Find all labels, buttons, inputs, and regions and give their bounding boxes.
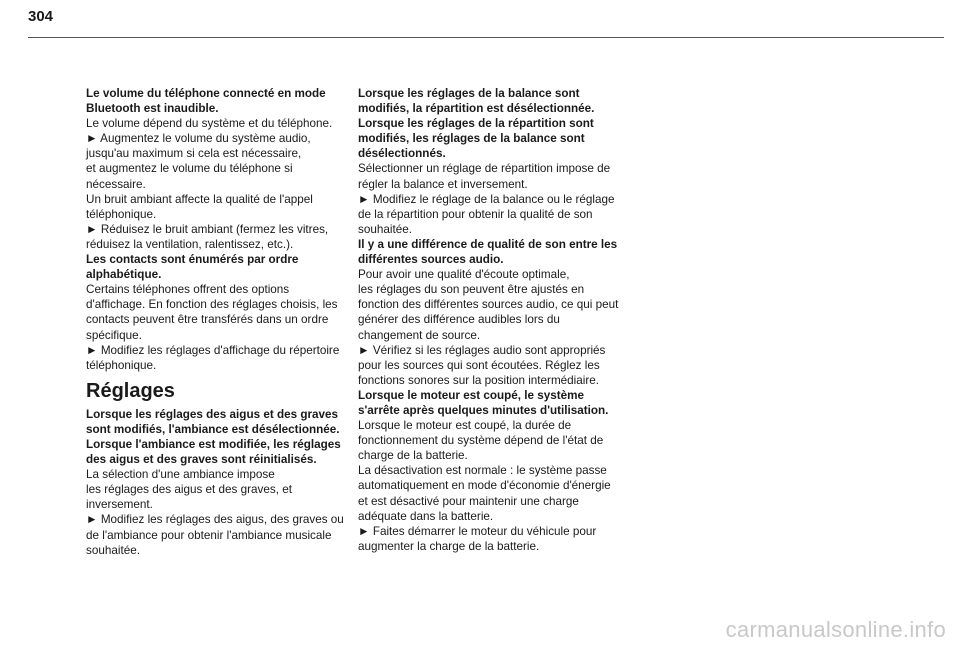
paragraph: ► Réduisez le bruit ambiant (fermez les vitres, réduisez la ventilation, ralentissez, etc.).: [86, 222, 329, 251]
paragraph: ► Modifiez le réglage de la balance ou le réglage de la répartition pour obtenir la qualité de son souhaitée.: [358, 192, 615, 236]
paragraph: et augmentez le volume du téléphone si nécessaire.: [86, 162, 293, 191]
paragraph: Le volume dépend du système et du téléphone.: [86, 117, 333, 131]
section-heading: Réglages: [86, 379, 175, 402]
paragraph: ► Augmentez le volume du système audio, jusqu'au maximum si cela est nécessaire,: [86, 132, 311, 161]
paragraph-bold: Le volume du téléphone connecté en mode Bluetooth est inaudible.: [86, 87, 326, 116]
paragraph-bold: Lorsque les réglages des aigus et des graves sont modifiés, l'ambiance est désélectionnée.: [86, 407, 340, 436]
right-column: [358, 86, 620, 554]
paragraph-bold: Les contacts sont énumérés par ordre alphabétique.: [86, 253, 299, 282]
paragraph: Un bruit ambiant affecte la qualité de l'appel téléphonique.: [86, 192, 313, 221]
paragraph-bold: Lorsque les réglages de la répartition sont modifiés, les réglages de la balance sont désélectionnés.: [358, 117, 594, 161]
paragraph: les réglages des aigus et des graves, et inversement.: [86, 483, 292, 512]
paragraph: ► Modifiez les réglages d'affichage du répertoire téléphonique.: [86, 343, 340, 372]
paragraph-bold: Il y a une différence de qualité de son entre les différentes sources audio.: [358, 237, 618, 267]
paragraph: La désactivation est normale : le système passe automatiquement en mode d'économie d'énergie et est désactivé pour maintenir une charge adéquate dans la batterie.: [358, 464, 611, 523]
paragraph: Sélectionner un réglage de répartition impose de régler la balance et inversement.: [358, 162, 611, 191]
paragraph: Certains téléphones offrent des options d'affichage. En fonction des réglages choisis, les contacts peuvent être transférés dans un ordre spécifique.: [86, 283, 338, 342]
paragraph: ► Vérifiez si les réglages audio sont appropriés pour les sources qui sont écoutées. Réglez les fonctions sonores sur la position intermédiaire.: [358, 343, 606, 387]
paragraph: Lorsque le moteur est coupé, la durée de fonctionnement du système dépend de l'état de charge de la batterie.: [358, 419, 604, 463]
paragraph: Pour avoir une qualité d'écoute optimale,: [358, 268, 570, 282]
paragraph-bold: Lorsque le moteur est coupé, le système s'arrête après quelques minutes d'utilisation.: [358, 388, 609, 417]
header-rule: [28, 37, 944, 38]
paragraph-bold: Lorsque l'ambiance est modifiée, les réglages des aigus et des graves sont réinitialisés.: [86, 437, 341, 467]
paragraph: ► Faites démarrer le moteur du véhicule pour augmenter la charge de la batterie.: [358, 524, 597, 553]
paragraph-bold: Lorsque les réglages de la balance sont modifiés, la répartition est désélectionnée.: [358, 87, 595, 116]
watermark: carmanualsonline.info: [725, 617, 946, 642]
left-column: [86, 86, 348, 558]
paragraph: La sélection d'une ambiance impose: [86, 468, 275, 482]
page-number: 304: [28, 8, 54, 25]
paragraph: les réglages du son peuvent être ajustés en fonction des différentes sources audio, ce qui peut générer des différence audibles lors du changement de source.: [358, 283, 619, 342]
paragraph: ► Modifiez les réglages des aigus, des graves ou de l'ambiance pour obtenir l'ambiance musicale souhaitée.: [86, 513, 344, 557]
